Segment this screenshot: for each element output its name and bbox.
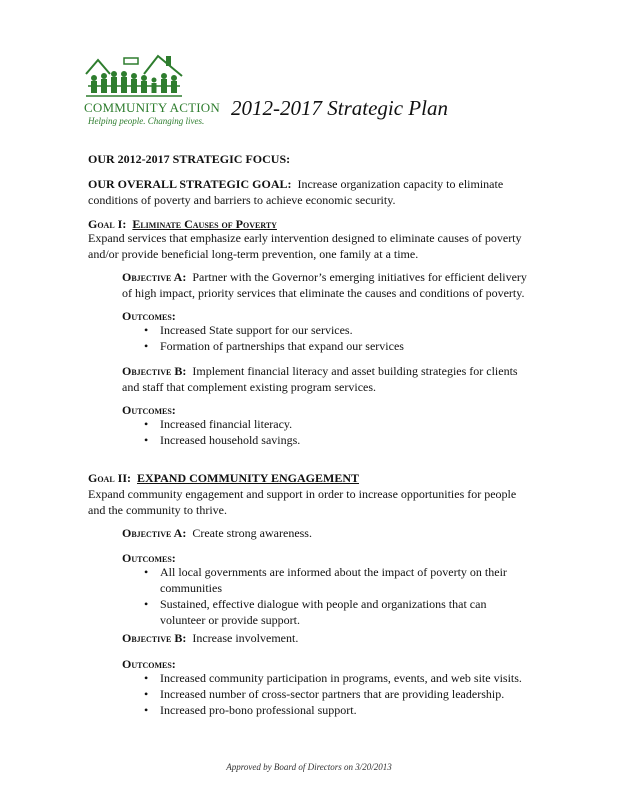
goal-2-objective-a-text: Create strong awareness.: [192, 526, 312, 540]
goal-2-outcomes-b-list: [142, 670, 532, 718]
overall-goal-paragraph: [88, 176, 528, 208]
list-item: • Increased pro-bono professional support.: [142, 702, 532, 718]
goal-1-objective-b-label: Objective B:: [122, 364, 187, 378]
list-item: • Increased household savings.: [142, 432, 532, 448]
goal-1-objective-a: [122, 269, 532, 301]
goal-2-objective-b-text: Increase involvement.: [192, 631, 299, 645]
goal-2-objective-a: [122, 525, 532, 541]
goal-1-label: Goal I:: [88, 217, 127, 231]
goal-1-text: Expand services that emphasize early intervention designed to eliminate causes of poverty and/or provide beneficial long-term prevention, one family at a time.: [88, 231, 522, 261]
goal-2-outcomes-a-list: [142, 564, 532, 628]
strategic-focus-heading: OUR 2012-2017 STRATEGIC FOCUS:: [88, 152, 291, 166]
goal-2-outcomes-b-label: Outcomes:: [122, 657, 176, 671]
overall-goal-label: OUR OVERALL STRATEGIC GOAL:: [88, 177, 292, 191]
document-title: 2012-2017 Strategic Plan: [231, 96, 448, 120]
goal-1-objective-b-text: Implement financial literacy and asset building strategies for clients and staff that complement existing program services.: [122, 364, 518, 394]
list-item: • All local governments are informed about the impact of poverty on their communities: [142, 564, 532, 596]
goal-2-objective-a-label: Objective A:: [122, 526, 187, 540]
goal-1-objective-a-text: Partner with the Governor’s emerging initiatives for efficient delivery of high impact, priority services that eliminate the causes and conditions of poverty.: [122, 270, 527, 300]
goal-2-outcomes-a-label: Outcomes:: [122, 551, 176, 565]
list-item: • Formation of partnerships that expand our services: [142, 338, 532, 354]
goal-2-objective-b-label: Objective B:: [122, 631, 187, 645]
list-item: • Sustained, effective dialogue with people and organizations that can volunteer or provide support.: [142, 596, 532, 628]
goal-2-title: EXPAND COMMUNITY ENGAGEMENT: [137, 471, 360, 485]
list-item: • Increased community participation in programs, events, and web site visits.: [142, 670, 532, 686]
logo-wordmark: COMMUNITY ACTION: [84, 100, 220, 115]
list-item: • Increased financial literacy.: [142, 416, 532, 432]
logo-graphic: [84, 52, 184, 102]
goal-2-text: Expand community engagement and support in order to increase opportunities for people and the community to thrive.: [88, 487, 517, 517]
goal-2-objective-b: [122, 630, 532, 646]
list-item: • Increased number of cross-sector partners that are providing leadership.: [142, 686, 532, 702]
goal-1-title: Eliminate Causes of Poverty: [132, 217, 277, 231]
goal-2-heading: [88, 470, 528, 486]
logo-tagline: Helping people. Changing lives.: [88, 116, 205, 126]
list-item: • Increased State support for our services.: [142, 322, 532, 338]
goal-1-outcomes-b-list: [142, 416, 532, 448]
goal-2-label: Goal II:: [88, 471, 132, 485]
approval-footer: Approved by Board of Directors on 3/20/2013: [226, 762, 392, 772]
goal-1-objective-a-label: Objective A:: [122, 270, 187, 284]
goal-1-objective-b: [122, 363, 532, 395]
goal-1-outcomes-a-label: Outcomes:: [122, 309, 176, 323]
overall-goal-text: Increase organization capacity to eliminate conditions of poverty and barriers to achieve economic security.: [88, 177, 504, 207]
goal-1-outcomes-a-list: [142, 322, 532, 354]
community-action-logo: [84, 52, 220, 132]
goal-1-outcomes-b-label: Outcomes:: [122, 403, 176, 417]
